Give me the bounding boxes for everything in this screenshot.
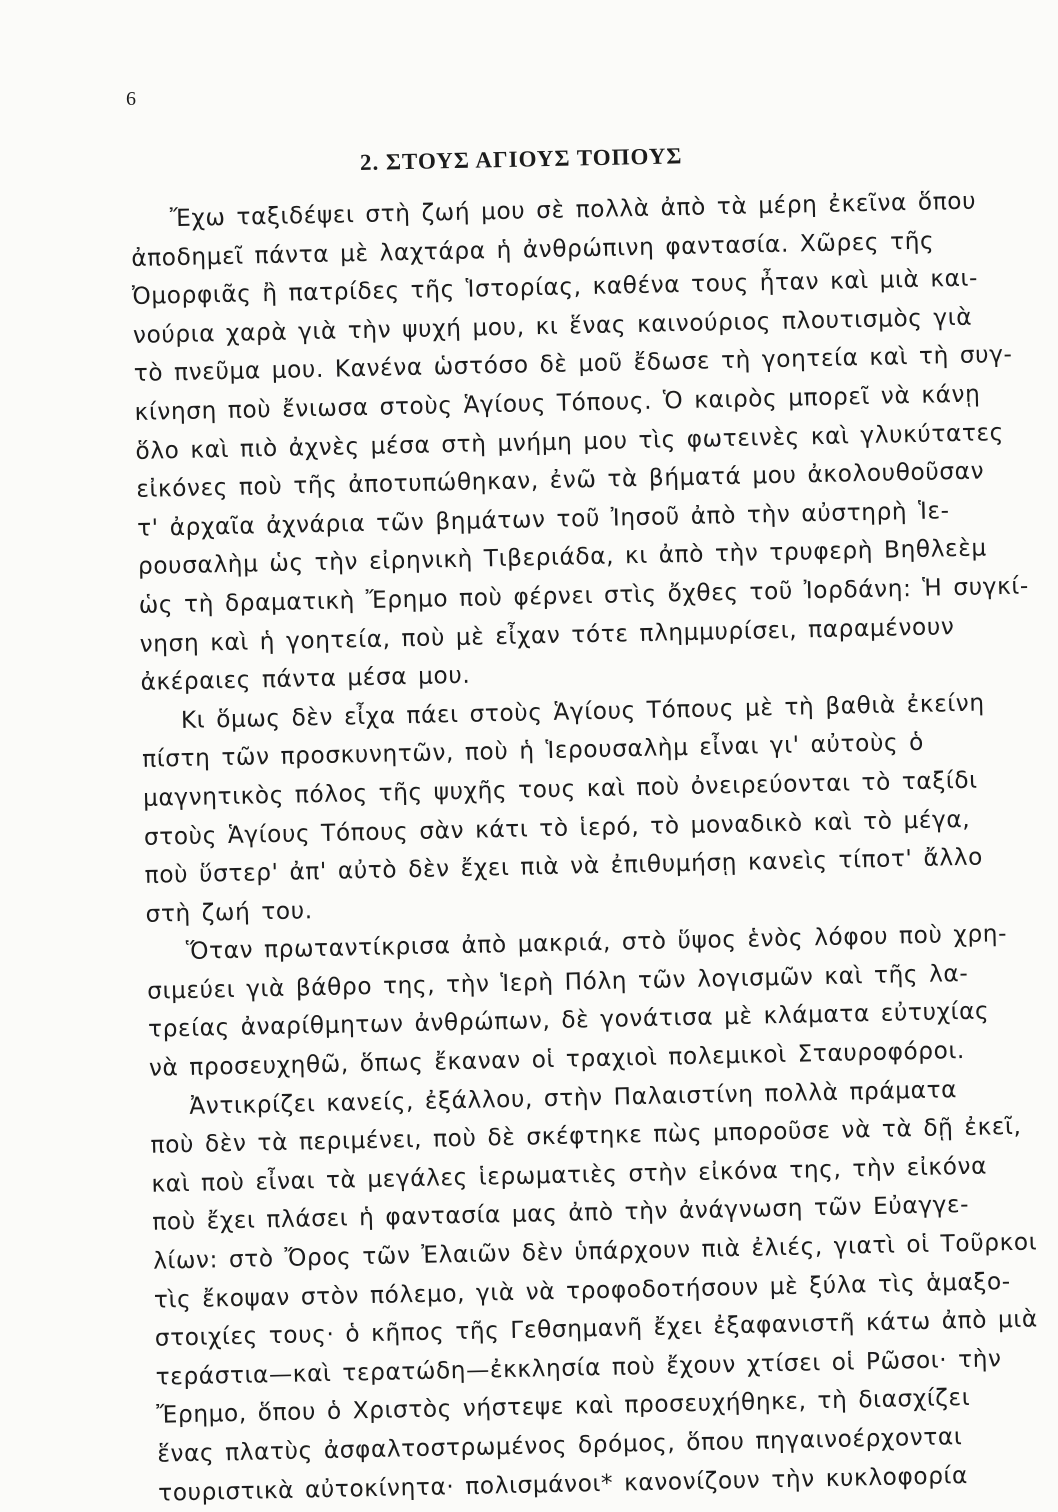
text-line: ὡς τὴ δραματικὴ Ἔρημο ποὺ φέρνει στὶς ὄχθες τοῦ Ἰορδάνη: Ἡ συγκί- <box>138 571 1030 619</box>
text-line: νὰ προσευχηθῶ, ὅπως ἔκαναν οἱ τραχιοὶ πολεμικοὶ Σταυροφόροι. <box>148 1036 966 1082</box>
text-line: τεράστια—καὶ τερατώδη—ἐκκλησία ποὺ ἔχουν χτίσει οἱ Ρῶσοι· τὴν <box>155 1344 1002 1391</box>
text-line: πίστη τῶν προσκυνητῶν, ποὺ ἡ Ἱερουσαλὴμ εἶναι γι' αὐτοὺς ὁ <box>141 728 925 774</box>
text-line: μαγνητικὸς πόλος τῆς ψυχῆς τους καὶ ποὺ ὀνειρεύονται τὸ ταξίδι <box>142 765 978 812</box>
page-number: 6 <box>126 88 136 110</box>
text-line: νούρια χαρὰ γιὰ τὴν ψυχή μου, κι ἕνας καινούριος πλουτισμὸς γιὰ <box>132 302 973 349</box>
text-line: ἀποδημεῖ πάντα μὲ λαχτάρα ἡ ἀνθρώπινη φαντασία. Χῶρες τῆς <box>130 226 935 272</box>
text-line: Ἔχω ταξιδέψει στὴ ζωή μου σὲ πολλὰ ἀπὸ τὰ μέρη ἐκεῖνα ὅπου <box>169 186 977 233</box>
text-line: σιμεύει γιὰ βάθρο της, τὴν Ἱερὴ Πόλη τῶν λογισμῶν καὶ τῆς λα- <box>146 958 969 1005</box>
text-line: Ἀντικρίζει κανείς, ἐξάλλου, στὴν Παλαιστίνη πολλὰ πράματα <box>189 1074 958 1120</box>
text-line: ἀκέραιες πάντα μέσα μου. <box>140 660 471 697</box>
text-line: εἰκόνες ποὺ τῆς ἀποτυπώθηκαν, ἐνῶ τὰ βήματά μου ἀκολουθοῦσαν <box>136 456 985 504</box>
text-line: τουριστικὰ αὐτοκίνητα· πολισμάνοι* κανονίζουν τὴν κυκλοφορία <box>157 1460 969 1507</box>
body-text <box>130 180 1058 1512</box>
text-line: τ' ἀρχαῖα ἀχνάρια τῶν βημάτων τοῦ Ἰησοῦ ἀπὸ τὴν αὐστηρὴ Ἱε- <box>136 495 950 542</box>
text-line: ἕνας πλατὺς ἀσφαλτοστρωμένος δρόμος, ὅπου πηγαινοέρχονται <box>157 1422 963 1468</box>
text-line: νηση καὶ ἡ γοητεία, ποὺ μὲ εἶχαν τότε πλημμυρίσει, παραμένουν <box>139 611 955 658</box>
text-line: στοὺς Ἁγίους Τόπους σὰν κάτι τὸ ἱερό, τὸ μοναδικὸ καὶ τὸ μέγα, <box>143 804 971 851</box>
chapter-title: 2. ΣΤΟΥΣ ΑΓΙΟΥΣ ΤΟΠΟΥΣ <box>359 143 683 175</box>
text-line: στὴ ζωή του. <box>145 895 313 928</box>
text-line: καὶ ποὺ εἶναι τὰ μεγάλες ἱερωματιὲς στὴν εἰκόνα της, τὴν εἰκόνα <box>151 1151 988 1198</box>
text-line: κίνηση ποὺ ἔνιωσα στοὺς Ἁγίους Τόπους. Ὁ καιρὸς μπορεῖ νὰ κάνῃ <box>134 379 981 426</box>
text-line: τὸ πνεῦμα μου. Κανένα ὡστόσο δὲ μοῦ ἔδωσε τὴ γοητεία καὶ τὴ συγ- <box>133 340 1013 388</box>
text-line: Ἔρημο, ὅπου ὁ Χριστὸς νήστεψε καὶ προσευχήθηκε, τὴ διασχίζει <box>156 1383 971 1430</box>
text-line: ποὺ δὲν τὰ περιμένει, ποὺ δὲ σκέφτηκε πὼς μποροῦσε νὰ τὰ δῇ ἐκεῖ, <box>150 1112 1022 1160</box>
text-line: Ὅταν πρωταντίκρισα ἀπὸ μακριά, στὸ ὕψος ἑνὸς λόφου ποὺ χρη- <box>185 919 1008 966</box>
text-line: ποὺ ὕστερ' ἀπ' αὐτὸ δὲν ἔχει πιὰ νὰ ἐπιθυμήσῃ κανεὶς τίποτ' ἄλλο <box>144 842 984 889</box>
text-line: ποὺ ἔχει πλάσει ἡ φαντασία μας ἀπὸ τὴν ἀνάγνωση τῶν Εὐαγγε- <box>151 1190 970 1237</box>
text-line: ὅλο καὶ πιὸ ἀχνὲς μέσα στὴ μνήμη μου τὶς φωτεινὲς καὶ γλυκύτατες <box>135 417 1005 465</box>
text-line: Ὀμορφιᾶς ἢ πατρίδες τῆς Ἱστορίας, καθένα τους ἦταν καὶ μιὰ και- <box>131 263 979 311</box>
text-line: λίων: στὸ Ὄρος τῶν Ἐλαιῶν δὲν ὑπάρχουν πιὰ ἐλιές, γιατὶ οἱ Τοῦρκοι <box>152 1227 1038 1275</box>
text-line: στοιχίες τους· ὁ κῆπος τῆς Γεθσημανῆ ἔχει ἐξαφανιστῆ κάτω ἀπὸ μιὰ <box>154 1304 1039 1352</box>
text-line: ρουσαλὴμ ὡς τὴν εἰρηνικὴ Τιβεριάδα, κι ἀπὸ τὴν τρυφερὴ Βηθλεὲμ <box>137 533 987 581</box>
text-line: τρείας ἀναρίθμητων ἀνθρώπων, δὲ γονάτισα μὲ κλάματα εὐτυχίας <box>147 996 990 1044</box>
text-line: τὶς ἔκοψαν στὸν πόλεμο, γιὰ νὰ τροφοδοτήσουν μὲ ξύλα τὶς ἁμαξο- <box>153 1266 1012 1314</box>
text-line: Κι ὅμως δὲν εἶχα πάει στοὺς Ἁγίους Τόπους μὲ τὴ βαθιὰ ἐκείνη <box>180 688 985 734</box>
